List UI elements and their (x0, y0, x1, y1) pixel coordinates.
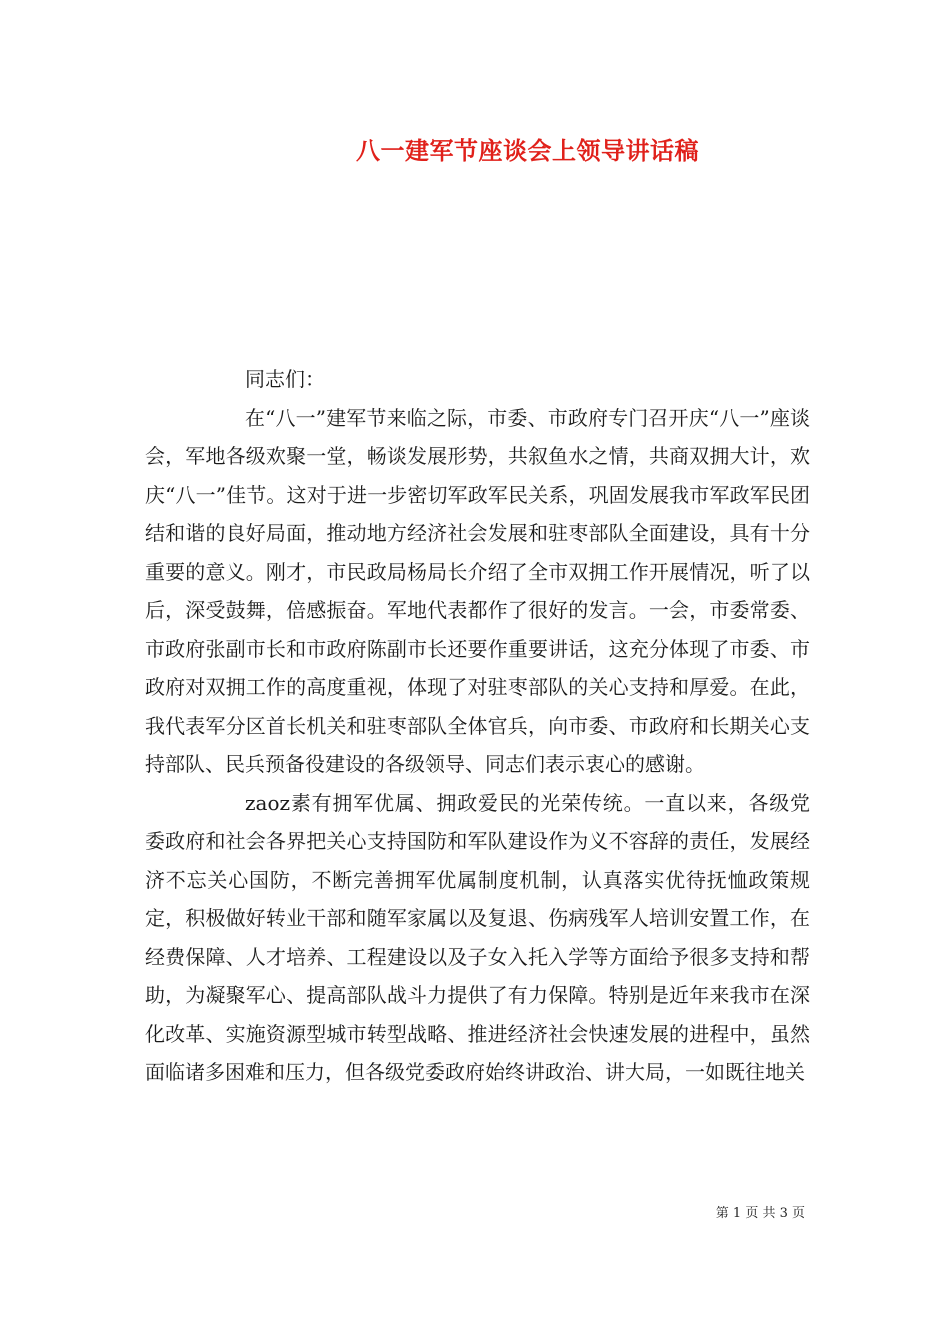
paragraph-2: zaoz素有拥军优属、拥政爱民的光荣传统。一直以来，各级党委政府和社会各界把关心支持国防和军队建设作为义不容辞的责任，发展经济不忘关心国防，不断完善拥军优属制度机制，认真落实优待抚恤政策规定，积极做好转业干部和随军家属以及复退、伤病残军人培训安置工作，在经费保障、人才培养、工程建设以及子女入托入学等方面给予很多支持和帮助，为凝聚军心、提高部队战斗力提供了有力保障。特别是近年来我市在深化改革、实施资源型城市转型战略、推进经济社会快速发展的进程中，虽然面临诸多困难和压力，但各级党委政府始终讲政治、讲大局，一如既往地关 (145, 790, 810, 1084)
document-title: 八一建军节座谈会上领导讲话稿 (356, 136, 699, 165)
document-body (145, 360, 810, 1092)
salutation: 同志们： (245, 367, 325, 391)
page-number: 第 1 页 共 3 页 (715, 1206, 805, 1221)
paragraph-1: 在“八一”建军节来临之际，市委、市政府专门召开庆“八一”座谈会，军地各级欢聚一堂，畅谈发展形势，共叙鱼水之情，共商双拥大计，欢庆“八一”佳节。这对于进一步密切军政军民关系，巩固发展我市军政军民团结和谐的良好局面，推动地方经济社会发展和驻枣部队全面建设，具有十分重要的意义。刚才，市民政局杨局长介绍了全市双拥工作开展情况，听了以后，深受鼓舞，倍感振奋。军地代表都作了很好的发言。一会，市委常委、市政府张副市长和市政府陈副市长还要作重要讲话，这充分体现了市委、市政府对双拥工作的高度重视，体现了对驻枣部队的关心支持和厚爱。在此，我代表军分区首长机关和驻枣部队全体官兵，向市委、市政府和长期关心支持部队、民兵预备役建设的各级领导、同志们表示衷心的感谢。 (145, 405, 810, 776)
